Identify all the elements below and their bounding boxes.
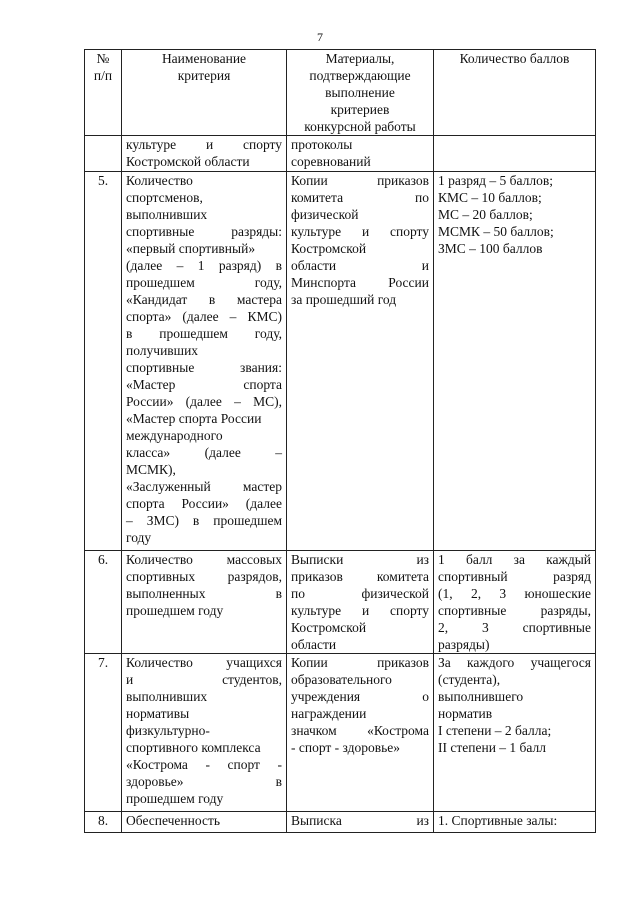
- criterion-name-line: спортивного комплекса: [126, 740, 261, 755]
- materials-line: комитета по: [291, 190, 429, 205]
- score-line: спортивные разряды,: [438, 603, 591, 618]
- criteria-table: [84, 49, 596, 833]
- score-line: спортивный разряд: [438, 569, 591, 584]
- criterion-name-line: «Мастер спорта России: [126, 411, 262, 426]
- criterion-name-line: (далее – 1 разряд) в: [126, 258, 282, 273]
- materials-line: образовательного: [291, 672, 392, 687]
- row-number-cell: [85, 654, 122, 812]
- criterion-name-line: спортивных разрядов,: [126, 569, 282, 584]
- criterion-name-line: России» (далее – МС),: [126, 394, 282, 409]
- header-score-line: Количество баллов: [459, 51, 570, 66]
- criterion-name-line: выполнивших: [126, 689, 208, 704]
- criterion-name-line: году: [126, 530, 152, 545]
- score-line: разряды): [438, 637, 490, 652]
- score-line: II степени – 1 балл: [438, 740, 546, 755]
- header-name-line: критерия: [177, 68, 231, 83]
- criterion-name-cell: [122, 654, 287, 812]
- score-cell: [434, 136, 596, 172]
- materials-line: соревнований: [291, 154, 371, 169]
- page-number: 7: [317, 30, 323, 44]
- materials-line: приказов комитета: [291, 569, 429, 584]
- row-number: 8.: [97, 813, 109, 828]
- row-number: 6.: [97, 552, 109, 567]
- materials-line: - спорт - здоровье»: [291, 740, 401, 755]
- score-cell: [434, 654, 596, 812]
- criterion-name-line: Количество массовых: [126, 552, 282, 567]
- criterion-name-line: Костромской области: [126, 154, 250, 169]
- table-header-row: [85, 50, 596, 136]
- criterion-name-line: прошедшем году: [126, 603, 224, 618]
- criterion-name-line: здоровье» в: [126, 774, 282, 789]
- header-materials-line: Материалы,: [325, 51, 395, 66]
- materials-line: культуре и спорту: [291, 224, 429, 239]
- row-number-cell: [85, 172, 122, 551]
- row-number-cell: [85, 136, 122, 172]
- score-line: МС – 20 баллов;: [438, 207, 533, 222]
- score-line: 2, 3 спортивные: [438, 620, 591, 635]
- materials-line: Копии приказов: [291, 173, 429, 188]
- criterion-name-line: физкультурно-: [126, 723, 210, 738]
- score-line: 1. Спортивные залы:: [438, 813, 558, 828]
- table-row: [85, 551, 596, 654]
- materials-cell: [287, 654, 434, 812]
- score-line: (студента),: [438, 672, 501, 687]
- criterion-name-cell: [122, 812, 287, 833]
- materials-line: значком «Кострома: [291, 723, 429, 738]
- criterion-name-line: получивших: [126, 343, 199, 358]
- materials-line: за прошедший год: [291, 292, 397, 307]
- table-row: [85, 812, 596, 833]
- criterion-name-cell: [122, 136, 287, 172]
- criterion-name-line: и студентов,: [126, 672, 282, 687]
- criterion-name-line: класса» (далее –: [126, 445, 282, 460]
- materials-line: учреждения о: [291, 689, 429, 704]
- materials-cell: [287, 172, 434, 551]
- score-line: 1 балл за каждый: [438, 552, 591, 567]
- criterion-name-line: международного: [126, 428, 223, 443]
- criterion-name-line: выполнивших: [126, 207, 208, 222]
- materials-line: области и: [291, 258, 429, 273]
- criterion-name-line: прошедшем году,: [126, 275, 282, 290]
- score-line: ЗМС – 100 баллов: [438, 241, 543, 256]
- materials-line: протоколы: [291, 137, 353, 152]
- criterion-name-line: спортивные разряды:: [126, 224, 282, 239]
- criterion-name-line: Обеспеченность: [126, 813, 221, 828]
- criterion-name-line: в прошедшем году,: [126, 326, 282, 341]
- score-cell: [434, 551, 596, 654]
- materials-line: Выписка из: [291, 813, 429, 828]
- header-score: [434, 50, 596, 136]
- header-materials-line: критериев: [330, 102, 390, 117]
- header-name-line: Наименование: [161, 51, 247, 66]
- materials-line: Костромской: [291, 620, 367, 635]
- row-number-cell: [85, 812, 122, 833]
- materials-line: награждении: [291, 706, 367, 721]
- criterion-name-line: «Кандидат в мастера: [126, 292, 282, 307]
- criterion-name-line: выполненных в: [126, 586, 282, 601]
- score-cell: [434, 172, 596, 551]
- score-line: 1 разряд – 5 баллов;: [438, 173, 553, 188]
- table-row: [85, 136, 596, 172]
- header-materials-line: подтверждающие: [309, 68, 411, 83]
- score-cell: [434, 812, 596, 833]
- criterion-name-line: культуре и спорту: [126, 137, 282, 152]
- criterion-name-line: «Мастер спорта: [126, 377, 282, 392]
- row-number: 7.: [97, 655, 109, 670]
- header-name: [122, 50, 287, 136]
- score-line: КМС – 10 баллов;: [438, 190, 542, 205]
- score-line: За каждого учащегося: [438, 655, 591, 670]
- criterion-name-line: Количество учащихся: [126, 655, 282, 670]
- criterion-name-line: «Кострома - спорт -: [126, 757, 282, 772]
- table-row: [85, 654, 596, 812]
- criterion-name-line: «Заслуженный мастер: [126, 479, 282, 494]
- header-num: [85, 50, 122, 136]
- score-line: (1, 2, 3 юношеские: [438, 586, 591, 601]
- criterion-name-line: спорта» (далее – КМС): [126, 309, 282, 324]
- score-line: норматив: [438, 706, 493, 721]
- row-number-cell: [85, 551, 122, 654]
- header-num-line: №: [96, 51, 110, 66]
- criterion-name-line: «первый спортивный»: [126, 241, 256, 256]
- criterion-name-cell: [122, 551, 287, 654]
- materials-line: культуре и спорту: [291, 603, 429, 618]
- criterion-name-line: – ЗМС) в прошедшем: [126, 513, 282, 528]
- header-num-line: п/п: [93, 68, 113, 83]
- materials-cell: [287, 812, 434, 833]
- materials-line: области: [291, 637, 337, 652]
- materials-line: физической: [291, 207, 359, 222]
- header-materials-line: выполнение: [325, 85, 395, 100]
- criterion-name-line: прошедшем году: [126, 791, 224, 806]
- score-line: МСМК – 50 баллов;: [438, 224, 554, 239]
- materials-cell: [287, 136, 434, 172]
- header-materials: [287, 50, 434, 136]
- materials-line: Минспорта России: [291, 275, 429, 290]
- criterion-name-line: спортсменов,: [126, 190, 203, 205]
- materials-line: Копии приказов: [291, 655, 429, 670]
- table-row: [85, 172, 596, 551]
- score-line: выполнившего: [438, 689, 524, 704]
- criterion-name-line: спортивные звания:: [126, 360, 282, 375]
- header-materials-line: конкурсной работы: [304, 119, 416, 134]
- criterion-name-line: Количество: [126, 173, 193, 188]
- materials-line: Выписки из: [291, 552, 429, 567]
- materials-cell: [287, 551, 434, 654]
- criterion-name-line: МСМК),: [126, 462, 176, 477]
- row-number: 5.: [97, 173, 109, 188]
- criterion-name-cell: [122, 172, 287, 551]
- score-line: I степени – 2 балла;: [438, 723, 552, 738]
- materials-line: Костромской: [291, 241, 367, 256]
- materials-line: по физической: [291, 586, 429, 601]
- criterion-name-line: спорта России» (далее: [126, 496, 282, 511]
- criterion-name-line: нормативы: [126, 706, 190, 721]
